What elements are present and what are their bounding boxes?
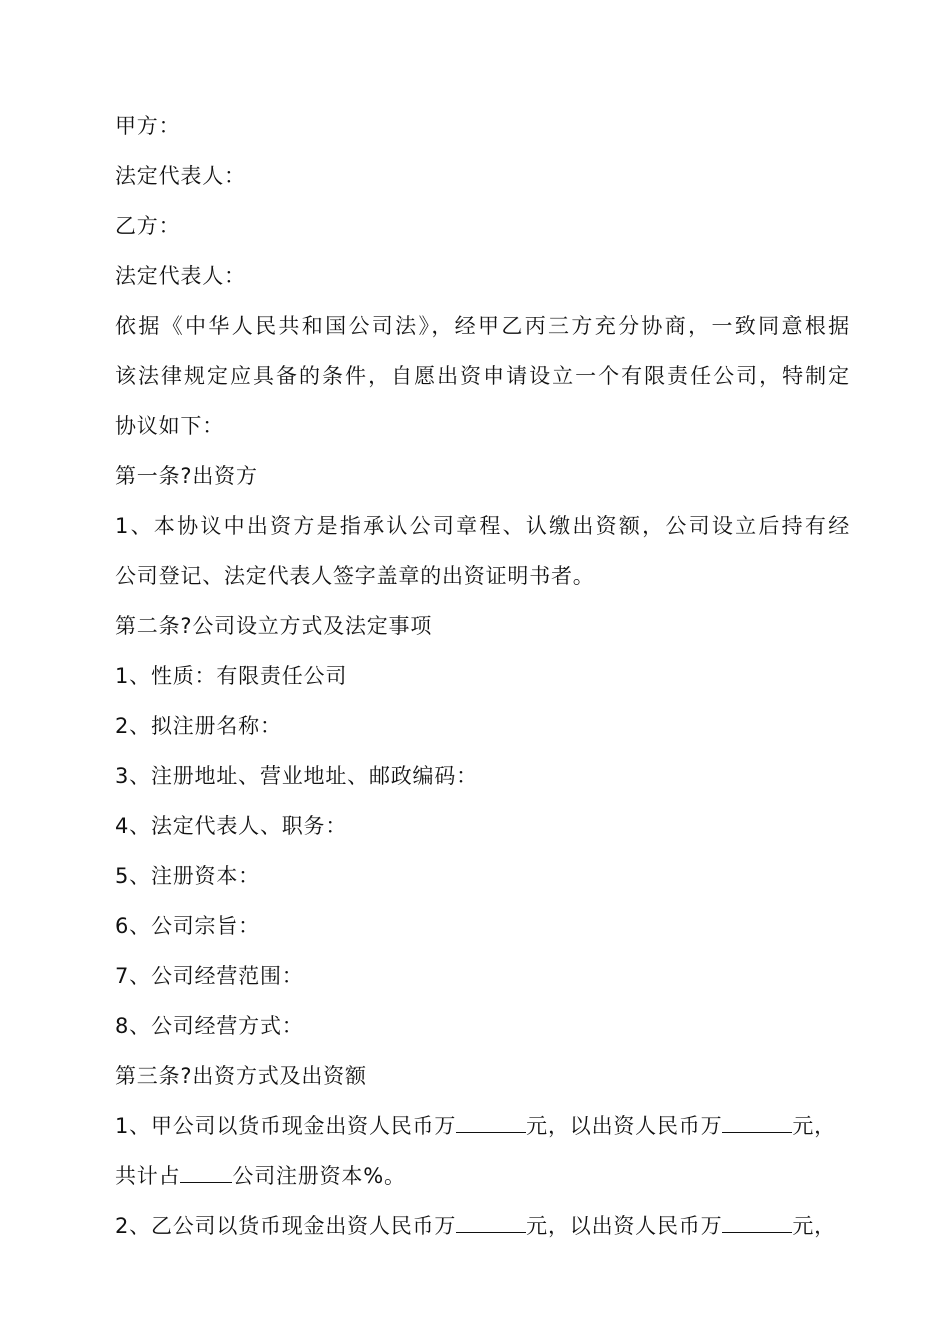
clause-2-item-1: 1、性质：有限责任公司 [115, 664, 348, 688]
clause-2-item-2: 2、拟注册名称： [115, 714, 282, 738]
clause-3-item-1-text-c: 元， [792, 1114, 836, 1138]
party-a-representative-label: 法定代表人： [115, 164, 246, 188]
clause-3-item-1-text-a: 1、甲公司以货币现金出资人民币万 [115, 1114, 457, 1138]
clause-3-item-2-line-1 [115, 1201, 850, 1251]
clause-3-item-2-text-c: 元， [792, 1214, 836, 1238]
preamble-line-2: 该法律规定应具备的条件，自愿出资申请设立一个有限责任公司，特制定 [115, 364, 850, 388]
clause-3-item-2-text-a: 2、乙公司以货币现金出资人民币万 [115, 1214, 457, 1238]
clause-2-heading: 第二条?公司设立方式及法定事项 [115, 614, 433, 638]
party-b-representative-label: 法定代表人： [115, 264, 246, 288]
clause-2-item-5: 5、注册资本： [115, 864, 260, 888]
preamble-line-1: 依据《中华人民共和国公司法》，经甲乙丙三方充分协商，一致同意根据 [115, 314, 850, 338]
clause-1-item-1-line-2: 公司登记、法定代表人签字盖章的出资证明书者。 [115, 564, 595, 588]
clause-2-item-7: 7、公司经营范围： [115, 964, 304, 988]
document-body [115, 101, 850, 1251]
clause-2-item-8: 8、公司经营方式： [115, 1014, 304, 1038]
clause-2-item-3: 3、注册地址、营业地址、邮政编码： [115, 764, 478, 788]
clause-1-heading: 第一条?出资方 [115, 464, 258, 488]
clause-3-item-1-text-e: 公司注册资本%。 [232, 1164, 406, 1188]
fill-in-blank [456, 1110, 526, 1133]
fill-in-blank [180, 1160, 232, 1183]
fill-in-blank [722, 1210, 792, 1233]
fill-in-blank [456, 1210, 526, 1233]
clause-3-item-1-text-d: 共计占 [115, 1164, 181, 1188]
clause-2-item-4: 4、法定代表人、职务： [115, 814, 348, 838]
party-a-label: 甲方： [115, 114, 181, 138]
clause-3-item-2-text-b: 元，以出资人民币万 [526, 1214, 723, 1238]
clause-3-item-1-line-2 [115, 1151, 850, 1201]
party-b-label: 乙方： [115, 214, 181, 238]
clause-3-item-1-line-1 [115, 1101, 850, 1151]
clause-3-heading: 第三条?出资方式及出资额 [115, 1064, 367, 1088]
clause-2-item-6: 6、公司宗旨： [115, 914, 260, 938]
clause-1-item-1-line-1: 1、本协议中出资方是指承认公司章程、认缴出资额，公司设立后持有经 [115, 514, 850, 538]
clause-3-item-1-text-b: 元，以出资人民币万 [526, 1114, 723, 1138]
preamble-line-3: 协议如下： [115, 414, 224, 438]
fill-in-blank [722, 1110, 792, 1133]
